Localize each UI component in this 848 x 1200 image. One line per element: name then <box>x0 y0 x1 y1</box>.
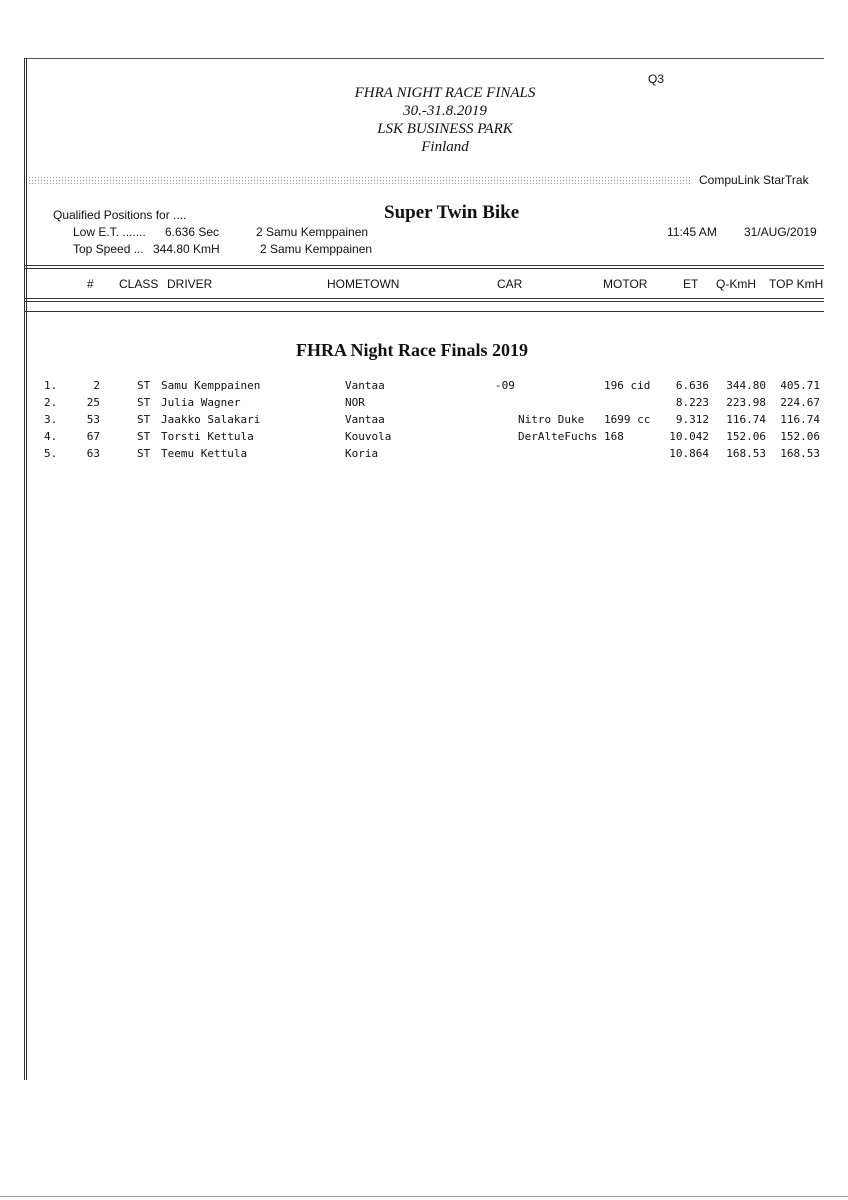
table-row <box>0 447 848 464</box>
row-position: 4. <box>44 430 58 443</box>
page-bottom-line <box>0 1196 848 1197</box>
row-hometown: Vantaa <box>345 379 385 392</box>
col-header-hometown: HOMETOWN <box>327 277 400 291</box>
header-rule-top-2 <box>24 268 824 269</box>
row-number: 67 <box>86 430 100 443</box>
low-et-driver: 2 Samu Kemppainen <box>256 225 369 239</box>
qualified-heading: Qualified Positions for .... <box>53 208 187 222</box>
row-qkmh: 168.53 <box>726 447 766 460</box>
row-qkmh: 223.98 <box>726 396 766 409</box>
row-car: DerAlteFuchs <box>518 430 598 443</box>
row-number: 25 <box>86 396 100 409</box>
row-class: ST <box>137 430 151 443</box>
frame-left-line <box>24 58 27 1080</box>
row-car: Nitro Duke <box>518 413 585 426</box>
report-date: 31/AUG/2019 <box>744 225 817 239</box>
class-title: Super Twin Bike <box>384 202 520 223</box>
row-position: 5. <box>44 447 58 460</box>
row-driver: Samu Kemppainen <box>161 379 261 392</box>
row-driver: Jaakko Salakari <box>161 413 261 426</box>
row-topkmh: 405.71 <box>780 379 820 392</box>
table-row <box>0 430 848 447</box>
low-et-value: 6.636 Sec <box>165 225 220 239</box>
header-rule-top-1 <box>24 265 824 266</box>
row-et: 8.223 <box>675 396 709 409</box>
row-class: ST <box>137 447 151 460</box>
row-hometown: Koria <box>345 447 379 460</box>
row-qkmh: 116.74 <box>726 413 766 426</box>
row-class: ST <box>137 396 151 409</box>
col-header-topkmh: TOP KmH <box>769 277 824 291</box>
event-country: Finland <box>421 139 469 155</box>
report-time: 11:45 AM <box>667 225 717 239</box>
col-header-car: CAR <box>497 277 523 291</box>
table-row <box>0 396 848 413</box>
table-row <box>0 413 848 430</box>
col-header-qkmh: Q-KmH <box>716 277 756 291</box>
row-class: ST <box>137 413 151 426</box>
row-et: 9.312 <box>675 413 709 426</box>
col-header-motor: MOTOR <box>603 277 648 291</box>
row-et: 10.864 <box>669 447 709 460</box>
top-speed-label: Top Speed ... <box>73 242 144 256</box>
row-hometown: Kouvola <box>345 430 392 443</box>
event-venue: LSK BUSINESS PARK <box>377 121 513 137</box>
row-motor: 196 cid <box>604 379 651 392</box>
header-rule-bottom-2 <box>24 301 824 302</box>
frame-top-line <box>24 58 824 59</box>
row-driver: Torsti Kettula <box>161 430 254 443</box>
row-topkmh: 224.67 <box>780 396 820 409</box>
row-topkmh: 168.53 <box>780 447 820 460</box>
row-number: 63 <box>86 447 100 460</box>
row-motor: 168 <box>604 430 624 443</box>
row-driver: Julia Wagner <box>161 396 241 409</box>
system-name: CompuLink StarTrak <box>699 173 809 187</box>
col-header-num: # <box>87 277 94 291</box>
table-row <box>0 379 848 396</box>
row-position: 3. <box>44 413 58 426</box>
event-dates: 30.-31.8.2019 <box>403 103 487 119</box>
row-car: -09 <box>495 379 515 392</box>
row-topkmh: 152.06 <box>780 430 820 443</box>
row-hometown: NOR <box>345 396 365 409</box>
row-position: 2. <box>44 396 58 409</box>
top-speed-value: 344.80 KmH <box>153 242 220 256</box>
row-et: 10.042 <box>669 430 709 443</box>
report-code: Q3 <box>648 72 665 86</box>
row-number: 53 <box>86 413 100 426</box>
row-motor: 1699 cc <box>604 413 651 426</box>
row-class: ST <box>137 379 151 392</box>
event-name: FHRA NIGHT RACE FINALS <box>354 85 536 101</box>
row-qkmh: 344.80 <box>726 379 766 392</box>
row-topkmh: 116.74 <box>780 413 820 426</box>
row-position: 1. <box>44 379 58 392</box>
col-header-class: CLASS <box>119 277 159 291</box>
header-rule-bottom-1 <box>24 298 824 299</box>
row-et: 6.636 <box>675 379 709 392</box>
low-et-label: Low E.T. ....... <box>73 225 146 239</box>
header-rule-bottom-3 <box>24 311 824 312</box>
col-header-et: ET <box>683 277 699 291</box>
row-qkmh: 152.06 <box>726 430 766 443</box>
row-number: 2 <box>93 379 100 392</box>
row-driver: Teemu Kettula <box>161 447 248 460</box>
event-title-block <box>0 84 848 156</box>
section-title: FHRA Night Race Finals 2019 <box>296 340 528 360</box>
col-header-driver: DRIVER <box>167 277 213 291</box>
dotted-separator <box>28 176 690 184</box>
top-speed-driver: 2 Samu Kemppainen <box>260 242 373 256</box>
row-hometown: Vantaa <box>345 413 385 426</box>
